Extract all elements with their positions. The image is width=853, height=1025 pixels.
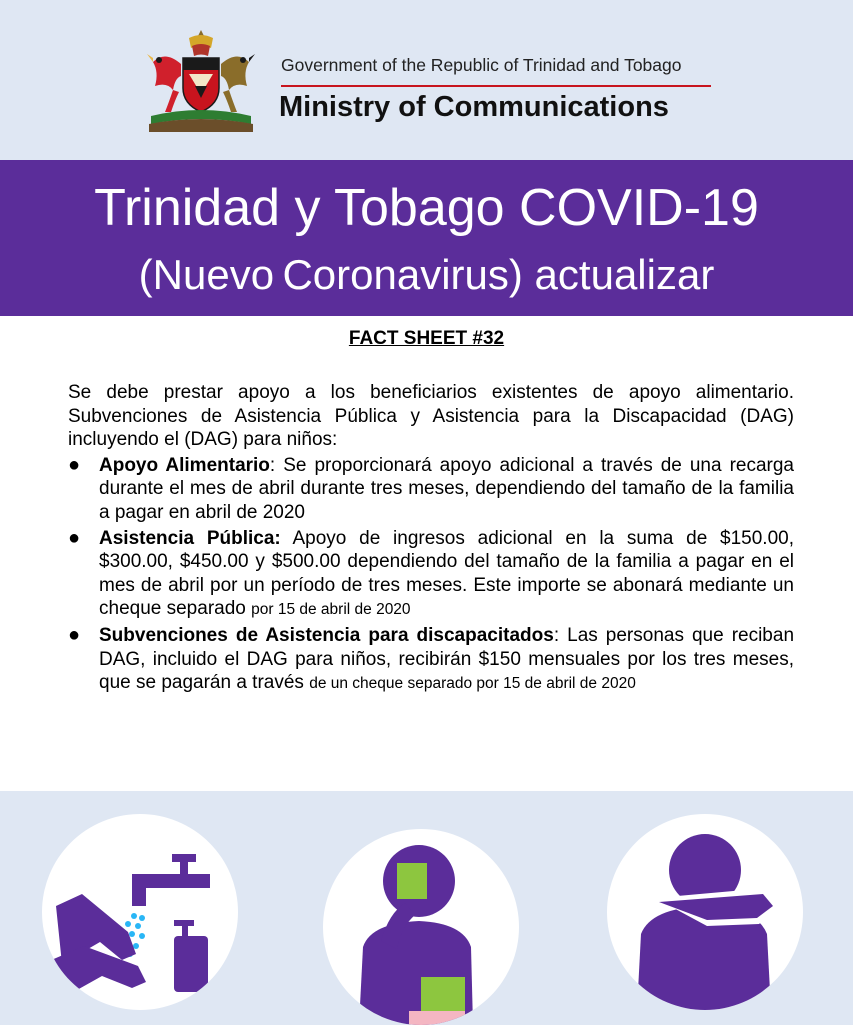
handwashing-icon [42,814,238,1010]
bullet-tail: de un cheque separado por 15 de abril de 2020 [309,675,636,693]
fact-sheet-title: FACT SHEET #32 [348,328,505,349]
bullet-text: Se proporcionará apoyo adicional a través de una recarga durante el mes de abril durante tres meses, dependiendo del tamaño de la familia a pagar en abril de 2020 [99,454,794,523]
list-item [68,454,794,525]
ministry-title: Ministry of Communications [279,91,669,123]
title-banner [0,160,853,316]
header [0,0,853,160]
banner-title: Trinidad y Tobago COVID-19 [94,179,759,237]
bullet-term: Apoyo Alimentario [99,454,270,476]
bullet-separator: : [553,624,568,646]
bullet-tail: por 15 de abril de 2020 [251,601,411,619]
fact-sheet-body [68,381,794,696]
bullet-icon: ● [68,453,81,476]
face-touch-icon [323,829,519,1025]
bullet-term: Asistencia Pública: [99,527,281,549]
bullet-separator [281,528,293,549]
banner-subtitle: (Nuevo Coronavirus) actualizar [138,251,715,298]
header-divider [281,85,711,87]
prevention-icons [0,791,853,1024]
list-item [68,624,794,696]
bullet-icon: ● [68,623,81,646]
intro-paragraph: Se debe prestar apoyo a los beneficiarios existentes de apoyo alimentario. Subvenciones de Asistencia Pública y Asistencia para la Discapacidad (DAG) incluyendo el (DAG) para niños: [68,382,794,451]
government-title: Government of the Republic of Trinidad and Tobago [281,55,682,75]
fact-sheet-panel [0,316,853,791]
bullet-text: Las personas que reciban DAG, incluido el DAG para niños, recibirán $150 mensuales por los tres meses, que se pagarán a través [99,624,795,694]
list-item [68,527,794,622]
bullet-text: Apoyo de ingresos adicional en la suma de $150.00, $300.00, $450.00 y $500.00 dependiendo del tamaño de la familia a pagar en el mes de abril por un período de tres meses. Este importe se abonará mediante un cheque separado [99,527,794,620]
support-list [68,454,794,696]
bullet-separator: : [269,454,284,476]
bullet-term: Subvenciones de Asistencia para discapacitados [99,624,554,646]
cough-elbow-icon [607,814,803,1010]
coat-of-arms-icon [145,28,257,134]
bullet-icon: ● [68,526,81,549]
